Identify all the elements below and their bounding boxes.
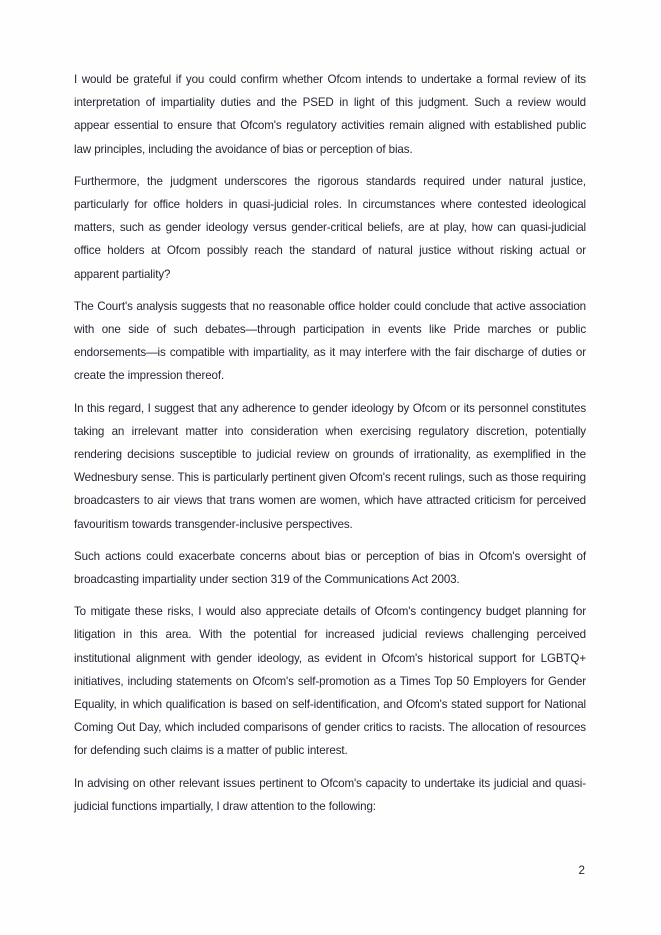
paragraph-3: The Court's analysis suggests that no reasonable office holder could conclude that active association with one side of such debates—through participation in events like Pride marches or public endorsements—is compatible with impartiality, as it may interfere with the fair discharge of duties or create the impression thereof. <box>74 299 586 383</box>
paragraph-4: In this regard, I suggest that any adherence to gender ideology by Ofcom or its personnel constitutes taking an irrelevant matter into consideration when exercising regulatory discretion, potentially rendering decisions susceptible to judicial review on grounds of irrationality, as exemplified in the Wednesbury sense. This is particularly pertinent given Ofcom's recent rulings, such as those requiring broadcasters to air views that trans women are women, which have attracted criticism for perceived favouritism towards transgender-inclusive perspectives. <box>74 401 586 531</box>
paragraph-1: I would be grateful if you could confirm whether Ofcom intends to undertake a formal review of its interpretation of impartiality duties and the PSED in light of this judgment. Such a review would appear essential to ensure that Ofcom's regulatory activities remain aligned with established public law principles, including the avoidance of bias or perception of bias. <box>74 73 586 156</box>
paragraph-6: To mitigate these risks, I would also appreciate details of Ofcom's contingency budget planning for litigation in this area. With the potential for increased judicial reviews challenging perceived institutional alignment with gender ideology, as evident in Ofcom's historical support for LGBTQ+ initiatives, including statements on Ofcom's self-promotion as a Times Top 50 Employers for Gender Equality, in which qualification is based on self-identification, and Ofcom's stated support for National Coming Out Day, which included comparisons of gender critics to racists. The allocation of resources for defending such claims is a matter of public interest. <box>74 605 586 758</box>
paragraph-2: Furthermore, the judgment underscores the rigorous standards required under natural justice, particularly for office holders in quasi-judicial roles. In circumstances where contested ideological matters, such as gender ideology versus gender-critical beliefs, are at play, how can quasi-judicial office holders at Ofcom possibly reach the standard of natural justice without risking actual or apparent partiality? <box>74 174 586 281</box>
paragraph-7: In advising on other relevant issues pertinent to Ofcom's capacity to undertake its judicial and quasi-judicial functions impartially, I draw attention to the following: <box>74 776 586 813</box>
paragraph-5: Such actions could exacerbate concerns about bias or perception of bias in Ofcom's oversight of broadcasting impartiality under section 319 of the Communications Act 2003. <box>74 549 586 587</box>
page-number: 2 <box>578 864 585 877</box>
document-body <box>74 68 586 818</box>
